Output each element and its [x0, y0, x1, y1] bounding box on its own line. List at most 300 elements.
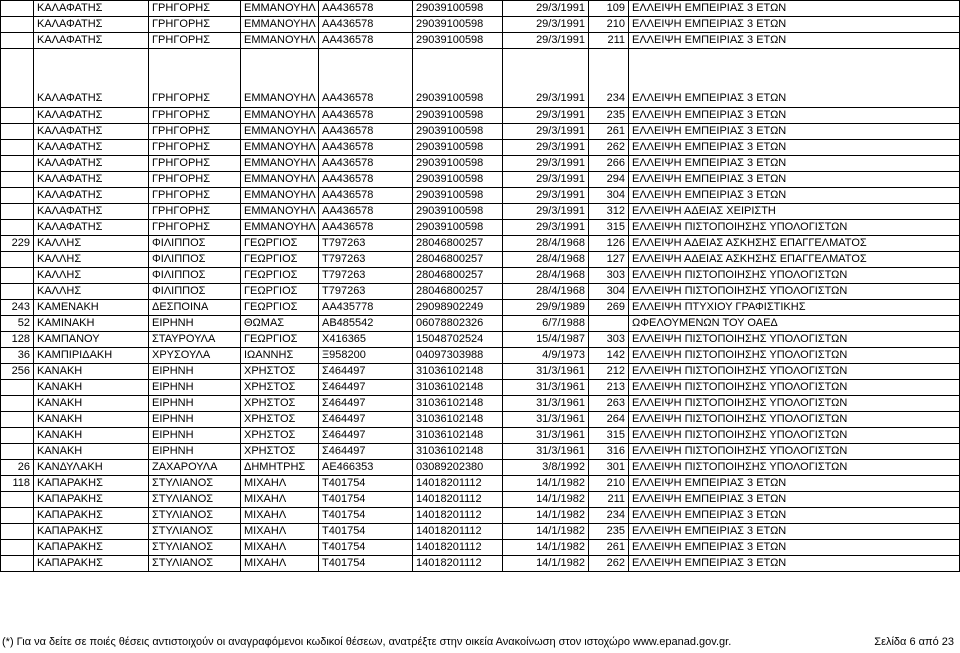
father-name-cell: ΔΗΜΗΤΡΗΣ [241, 460, 319, 476]
position-code-cell: 211 [589, 492, 629, 508]
birth-date-cell: 31/3/1961 [503, 428, 589, 444]
surname-cell: ΚΑΛΑΦΑΤΗΣ [34, 49, 149, 108]
first-name-cell: ΣΤΑΥΡΟΥΛΑ [149, 332, 241, 348]
birth-date-cell: 28/4/1968 [503, 252, 589, 268]
rejection-reason-cell: ΕΛΛΕΙΨΗ ΠΙΣΤΟΠΟΙΗΣΗΣ ΥΠΟΛΟΓΙΣΤΩΝ [629, 332, 960, 348]
first-name-cell: ΕΙΡΗΝΗ [149, 316, 241, 332]
rejection-reason-cell: ΕΛΛΕΙΨΗ ΕΜΠΕΙΡΙΑΣ 3 ΕΤΩΝ [629, 540, 960, 556]
amka-cell: 14018201112 [413, 524, 503, 540]
father-name-cell: ΜΙΧΑΗΛ [241, 492, 319, 508]
birth-date-cell: 14/1/1982 [503, 476, 589, 492]
father-name-cell: ΕΜΜΑΝΟΥΗΛ [241, 204, 319, 220]
id-number-cell: Σ464497 [319, 428, 413, 444]
table-row [1, 508, 960, 524]
row-number [1, 428, 34, 444]
father-name-cell: ΕΜΜΑΝΟΥΗΛ [241, 140, 319, 156]
birth-date-cell: 28/4/1968 [503, 268, 589, 284]
amka-cell: 28046800257 [413, 236, 503, 252]
amka-cell: 04097303988 [413, 348, 503, 364]
table-row [1, 540, 960, 556]
id-number-cell: ΑΑ436578 [319, 49, 413, 108]
amka-cell: 29039100598 [413, 220, 503, 236]
table-row [1, 220, 960, 236]
position-code-cell: 316 [589, 444, 629, 460]
row-number [1, 188, 34, 204]
birth-date-cell: 29/3/1991 [503, 220, 589, 236]
row-number: 26 [1, 460, 34, 476]
id-number-cell: Τ797263 [319, 236, 413, 252]
id-number-cell: ΑΑ436578 [319, 204, 413, 220]
father-name-cell: ΕΜΜΑΝΟΥΗΛ [241, 156, 319, 172]
first-name-cell: ΔΕΣΠΟΙΝΑ [149, 300, 241, 316]
surname-cell: ΚΑΛΛΗΣ [34, 268, 149, 284]
first-name-cell: ΦΙΛΙΠΠΟΣ [149, 284, 241, 300]
row-number [1, 140, 34, 156]
position-code-cell: 301 [589, 460, 629, 476]
father-name-cell: ΧΡΗΣΤΟΣ [241, 444, 319, 460]
father-name-cell: ΕΜΜΑΝΟΥΗΛ [241, 172, 319, 188]
first-name-cell: ΓΡΗΓΟΡΗΣ [149, 172, 241, 188]
table-row [1, 284, 960, 300]
surname-cell: ΚΑΛΑΦΑΤΗΣ [34, 17, 149, 33]
page-footer [0, 634, 960, 650]
table-row [1, 17, 960, 33]
surname-cell: ΚΑΠΑΡΑΚΗΣ [34, 476, 149, 492]
row-number [1, 156, 34, 172]
first-name-cell: ΕΙΡΗΝΗ [149, 428, 241, 444]
position-code-cell: 127 [589, 252, 629, 268]
father-name-cell: ΓΕΩΡΓΙΟΣ [241, 236, 319, 252]
father-name-cell: ΓΕΩΡΓΙΟΣ [241, 252, 319, 268]
row-number [1, 172, 34, 188]
first-name-cell: ΓΡΗΓΟΡΗΣ [149, 33, 241, 49]
position-code-cell: 315 [589, 220, 629, 236]
table-row [1, 252, 960, 268]
rejection-reason-cell: ΕΛΛΕΙΨΗ ΕΜΠΕΙΡΙΑΣ 3 ΕΤΩΝ [629, 524, 960, 540]
id-number-cell: Τ401754 [319, 556, 413, 572]
row-number [1, 524, 34, 540]
id-number-cell: Σ464497 [319, 364, 413, 380]
father-name-cell: ΓΕΩΡΓΙΟΣ [241, 300, 319, 316]
row-number: 128 [1, 332, 34, 348]
id-number-cell: Σ464497 [319, 380, 413, 396]
birth-date-cell: 14/1/1982 [503, 540, 589, 556]
father-name-cell: ΕΜΜΑΝΟΥΗΛ [241, 124, 319, 140]
birth-date-cell: 29/3/1991 [503, 17, 589, 33]
results-table-body [1, 1, 960, 572]
father-name-cell: ΜΙΧΑΗΛ [241, 524, 319, 540]
rejection-reason-cell: ΕΛΛΕΙΨΗ ΕΜΠΕΙΡΙΑΣ 3 ΕΤΩΝ [629, 17, 960, 33]
table-row [1, 380, 960, 396]
table-row [1, 460, 960, 476]
birth-date-cell: 31/3/1961 [503, 444, 589, 460]
first-name-cell: ΣΤΥΛΙΑΝΟΣ [149, 524, 241, 540]
table-row [1, 444, 960, 460]
rejection-reason-cell: ΩΦΕΛΟΥΜΕΝΩΝ ΤΟΥ ΟΑΕΔ [629, 316, 960, 332]
amka-cell: 14018201112 [413, 476, 503, 492]
surname-cell: ΚΑΜΠΙΡΙΔΑΚΗ [34, 348, 149, 364]
rejection-reason-cell: ΕΛΛΕΙΨΗ ΕΜΠΕΙΡΙΑΣ 3 ΕΤΩΝ [629, 108, 960, 124]
table-row [1, 172, 960, 188]
birth-date-cell: 29/3/1991 [503, 188, 589, 204]
first-name-cell: ΕΙΡΗΝΗ [149, 444, 241, 460]
position-code-cell: 304 [589, 188, 629, 204]
position-code-cell: 109 [589, 1, 629, 17]
id-number-cell: ΑΑ436578 [319, 140, 413, 156]
surname-cell: ΚΑΛΛΗΣ [34, 284, 149, 300]
id-number-cell: Τ797263 [319, 284, 413, 300]
birth-date-cell: 31/3/1961 [503, 412, 589, 428]
surname-cell: ΚΑΜΠΑΝΟΥ [34, 332, 149, 348]
surname-cell: ΚΑΝΑΚΗ [34, 380, 149, 396]
amka-cell: 29039100598 [413, 33, 503, 49]
row-number [1, 492, 34, 508]
surname-cell: ΚΑΝΑΚΗ [34, 428, 149, 444]
rejection-reason-cell: ΕΛΛΕΙΨΗ ΑΔΕΙΑΣ ΑΣΚΗΣΗΣ ΕΠΑΓΓΕΛΜΑΤΟΣ [629, 252, 960, 268]
amka-cell: 31036102148 [413, 444, 503, 460]
rejection-reason-cell: ΕΛΛΕΙΨΗ ΕΜΠΕΙΡΙΑΣ 3 ΕΤΩΝ [629, 156, 960, 172]
row-number [1, 204, 34, 220]
table-row [1, 140, 960, 156]
rejection-reason-cell: ΕΛΛΕΙΨΗ ΑΔΕΙΑΣ ΧΕΙΡΙΣΤΗ [629, 204, 960, 220]
surname-cell: ΚΑΛΑΦΑΤΗΣ [34, 204, 149, 220]
father-name-cell: ΜΙΧΑΗΛ [241, 556, 319, 572]
first-name-cell: ΦΙΛΙΠΠΟΣ [149, 268, 241, 284]
amka-cell: 14018201112 [413, 540, 503, 556]
row-number [1, 444, 34, 460]
first-name-cell: ΣΤΥΛΙΑΝΟΣ [149, 540, 241, 556]
position-code-cell: 234 [589, 508, 629, 524]
row-number [1, 396, 34, 412]
amka-cell: 31036102148 [413, 412, 503, 428]
birth-date-cell: 14/1/1982 [503, 508, 589, 524]
row-number [1, 33, 34, 49]
rejection-reason-cell: ΕΛΛΕΙΨΗ ΠΙΣΤΟΠΟΙΗΣΗΣ ΥΠΟΛΟΓΙΣΤΩΝ [629, 268, 960, 284]
amka-cell: 14018201112 [413, 556, 503, 572]
position-code-cell: 262 [589, 140, 629, 156]
amka-cell: 28046800257 [413, 284, 503, 300]
rejection-reason-cell: ΕΛΛΕΙΨΗ ΠΤΥΧΙΟΥ ΓΡΑΦΙΣΤΙΚΗΣ [629, 300, 960, 316]
amka-cell: 29039100598 [413, 140, 503, 156]
father-name-cell: ΓΕΩΡΓΙΟΣ [241, 268, 319, 284]
row-number: 118 [1, 476, 34, 492]
table-row [1, 300, 960, 316]
rejection-reason-cell: ΕΛΛΕΙΨΗ ΠΙΣΤΟΠΟΙΗΣΗΣ ΥΠΟΛΟΓΙΣΤΩΝ [629, 444, 960, 460]
birth-date-cell: 29/3/1991 [503, 204, 589, 220]
row-number [1, 540, 34, 556]
rejection-reason-cell: ΕΛΛΕΙΨΗ ΠΙΣΤΟΠΟΙΗΣΗΣ ΥΠΟΛΟΓΙΣΤΩΝ [629, 380, 960, 396]
first-name-cell: ΓΡΗΓΟΡΗΣ [149, 17, 241, 33]
id-number-cell: Τ401754 [319, 476, 413, 492]
first-name-cell: ΖΑΧΑΡΟΥΛΑ [149, 460, 241, 476]
surname-cell: ΚΑΜΙΝΑΚΗ [34, 316, 149, 332]
father-name-cell: ΘΩΜΑΣ [241, 316, 319, 332]
position-code-cell: 235 [589, 524, 629, 540]
surname-cell: ΚΑΠΑΡΑΚΗΣ [34, 508, 149, 524]
amka-cell: 29039100598 [413, 156, 503, 172]
first-name-cell: ΣΤΥΛΙΑΝΟΣ [149, 492, 241, 508]
birth-date-cell: 4/9/1973 [503, 348, 589, 364]
row-number [1, 220, 34, 236]
position-code-cell: 263 [589, 396, 629, 412]
amka-cell: 29039100598 [413, 204, 503, 220]
row-number [1, 108, 34, 124]
first-name-cell: ΣΤΥΛΙΑΝΟΣ [149, 476, 241, 492]
first-name-cell: ΓΡΗΓΟΡΗΣ [149, 49, 241, 108]
amka-cell: 31036102148 [413, 428, 503, 444]
surname-cell: ΚΑΝΑΚΗ [34, 396, 149, 412]
id-number-cell: ΑΑ436578 [319, 108, 413, 124]
id-number-cell: Τ401754 [319, 492, 413, 508]
surname-cell: ΚΑΝΑΚΗ [34, 444, 149, 460]
position-code-cell: 303 [589, 332, 629, 348]
row-number: 52 [1, 316, 34, 332]
surname-cell: ΚΑΠΑΡΑΚΗΣ [34, 556, 149, 572]
row-number [1, 556, 34, 572]
table-row [1, 124, 960, 140]
id-number-cell: Ξ958200 [319, 348, 413, 364]
first-name-cell: ΓΡΗΓΟΡΗΣ [149, 108, 241, 124]
id-number-cell: ΑΑ435778 [319, 300, 413, 316]
rejection-reason-cell: ΕΛΛΕΙΨΗ ΕΜΠΕΙΡΙΑΣ 3 ΕΤΩΝ [629, 492, 960, 508]
first-name-cell: ΕΙΡΗΝΗ [149, 364, 241, 380]
amka-cell: 29039100598 [413, 124, 503, 140]
id-number-cell: ΑΒ485542 [319, 316, 413, 332]
surname-cell: ΚΑΛΑΦΑΤΗΣ [34, 172, 149, 188]
id-number-cell: Τ797263 [319, 252, 413, 268]
first-name-cell: ΓΡΗΓΟΡΗΣ [149, 140, 241, 156]
row-number [1, 508, 34, 524]
id-number-cell: ΑΑ436578 [319, 124, 413, 140]
first-name-cell: ΓΡΗΓΟΡΗΣ [149, 204, 241, 220]
surname-cell: ΚΑΛΛΗΣ [34, 236, 149, 252]
surname-cell: ΚΑΛΑΦΑΤΗΣ [34, 33, 149, 49]
rejection-reason-cell: ΕΛΛΕΙΨΗ ΕΜΠΕΙΡΙΑΣ 3 ΕΤΩΝ [629, 124, 960, 140]
rejection-reason-cell: ΕΛΛΕΙΨΗ ΠΙΣΤΟΠΟΙΗΣΗΣ ΥΠΟΛΟΓΙΣΤΩΝ [629, 396, 960, 412]
row-number [1, 380, 34, 396]
table-row [1, 412, 960, 428]
father-name-cell: ΙΩΑΝΝΗΣ [241, 348, 319, 364]
table-row [1, 268, 960, 284]
table-row [1, 236, 960, 252]
row-number: 229 [1, 236, 34, 252]
position-code-cell: 213 [589, 380, 629, 396]
birth-date-cell: 31/3/1961 [503, 380, 589, 396]
row-number [1, 17, 34, 33]
father-name-cell: ΧΡΗΣΤΟΣ [241, 364, 319, 380]
surname-cell: ΚΑΛΑΦΑΤΗΣ [34, 108, 149, 124]
amka-cell: 31036102148 [413, 396, 503, 412]
birth-date-cell: 29/9/1989 [503, 300, 589, 316]
birth-date-cell: 29/3/1991 [503, 156, 589, 172]
position-code-cell: 142 [589, 348, 629, 364]
surname-cell: ΚΑΠΑΡΑΚΗΣ [34, 524, 149, 540]
father-name-cell: ΓΕΩΡΓΙΟΣ [241, 284, 319, 300]
birth-date-cell: 29/3/1991 [503, 124, 589, 140]
father-name-cell: ΜΙΧΑΗΛ [241, 476, 319, 492]
amka-cell: 29039100598 [413, 188, 503, 204]
position-code-cell: 210 [589, 17, 629, 33]
amka-cell: 29039100598 [413, 49, 503, 108]
father-name-cell: ΕΜΜΑΝΟΥΗΛ [241, 49, 319, 108]
id-number-cell: ΑΑ436578 [319, 188, 413, 204]
position-code-cell: 261 [589, 124, 629, 140]
rejection-reason-cell: ΕΛΛΕΙΨΗ ΠΙΣΤΟΠΟΙΗΣΗΣ ΥΠΟΛΟΓΙΣΤΩΝ [629, 460, 960, 476]
page-number: Σελίδα 6 από 23 [874, 636, 954, 648]
first-name-cell: ΣΤΥΛΙΑΝΟΣ [149, 556, 241, 572]
birth-date-cell: 29/3/1991 [503, 33, 589, 49]
rejection-reason-cell: ΕΛΛΕΙΨΗ ΕΜΠΕΙΡΙΑΣ 3 ΕΤΩΝ [629, 188, 960, 204]
id-number-cell: ΑΑ436578 [319, 17, 413, 33]
father-name-cell: ΜΙΧΑΗΛ [241, 540, 319, 556]
father-name-cell: ΓΕΩΡΓΙΟΣ [241, 332, 319, 348]
row-number [1, 252, 34, 268]
position-code-cell: 235 [589, 108, 629, 124]
rejection-reason-cell: ΕΛΛΕΙΨΗ ΕΜΠΕΙΡΙΑΣ 3 ΕΤΩΝ [629, 476, 960, 492]
amka-cell: 14018201112 [413, 508, 503, 524]
id-number-cell: Σ464497 [319, 396, 413, 412]
amka-cell: 06078802326 [413, 316, 503, 332]
position-code-cell: 315 [589, 428, 629, 444]
row-number [1, 1, 34, 17]
birth-date-cell: 3/8/1992 [503, 460, 589, 476]
father-name-cell: ΜΙΧΑΗΛ [241, 508, 319, 524]
table-row [1, 428, 960, 444]
position-code-cell: 269 [589, 300, 629, 316]
position-code-cell: 261 [589, 540, 629, 556]
id-number-cell: Τ401754 [319, 524, 413, 540]
table-row [1, 492, 960, 508]
row-number: 256 [1, 364, 34, 380]
table-row [1, 556, 960, 572]
surname-cell: ΚΑΜΕΝΑΚΗ [34, 300, 149, 316]
first-name-cell: ΓΡΗΓΟΡΗΣ [149, 124, 241, 140]
row-number [1, 49, 34, 108]
id-number-cell: ΑΑ436578 [319, 172, 413, 188]
birth-date-cell: 15/4/1987 [503, 332, 589, 348]
father-name-cell: ΧΡΗΣΤΟΣ [241, 428, 319, 444]
surname-cell: ΚΑΝΔΥΛΑΚΗ [34, 460, 149, 476]
table-row [1, 332, 960, 348]
table-row [1, 188, 960, 204]
birth-date-cell: 28/4/1968 [503, 284, 589, 300]
table-row [1, 49, 960, 108]
id-number-cell: Τ797263 [319, 268, 413, 284]
birth-date-cell: 31/3/1961 [503, 396, 589, 412]
rejection-reason-cell: ΕΛΛΕΙΨΗ ΕΜΠΕΙΡΙΑΣ 3 ΕΤΩΝ [629, 172, 960, 188]
rejection-reason-cell: ΕΛΛΕΙΨΗ ΕΜΠΕΙΡΙΑΣ 3 ΕΤΩΝ [629, 140, 960, 156]
table-row [1, 524, 960, 540]
surname-cell: ΚΑΛΑΦΑΤΗΣ [34, 220, 149, 236]
row-number: 243 [1, 300, 34, 316]
first-name-cell: ΕΙΡΗΝΗ [149, 380, 241, 396]
table-row [1, 1, 960, 17]
rejection-reason-cell: ΕΛΛΕΙΨΗ ΠΙΣΤΟΠΟΙΗΣΗΣ ΥΠΟΛΟΓΙΣΤΩΝ [629, 220, 960, 236]
rejection-reason-cell: ΕΛΛΕΙΨΗ ΕΜΠΕΙΡΙΑΣ 3 ΕΤΩΝ [629, 49, 960, 108]
position-code-cell: 211 [589, 33, 629, 49]
amka-cell: 29039100598 [413, 108, 503, 124]
birth-date-cell: 14/1/1982 [503, 524, 589, 540]
father-name-cell: ΧΡΗΣΤΟΣ [241, 380, 319, 396]
first-name-cell: ΓΡΗΓΟΡΗΣ [149, 1, 241, 17]
id-number-cell: ΑΑ436578 [319, 220, 413, 236]
position-code-cell: 312 [589, 204, 629, 220]
surname-cell: ΚΑΛΑΦΑΤΗΣ [34, 1, 149, 17]
birth-date-cell: 14/1/1982 [503, 492, 589, 508]
amka-cell: 14018201112 [413, 492, 503, 508]
row-number [1, 268, 34, 284]
surname-cell: ΚΑΛΑΦΑΤΗΣ [34, 140, 149, 156]
id-number-cell: Τ401754 [319, 540, 413, 556]
position-code-cell: 266 [589, 156, 629, 172]
birth-date-cell: 29/3/1991 [503, 108, 589, 124]
amka-cell: 03089202380 [413, 460, 503, 476]
table-row [1, 364, 960, 380]
father-name-cell: ΕΜΜΑΝΟΥΗΛ [241, 220, 319, 236]
amka-cell: 29039100598 [413, 17, 503, 33]
position-code-cell: 303 [589, 268, 629, 284]
id-number-cell: ΑΑ436578 [319, 1, 413, 17]
position-code-cell: 264 [589, 412, 629, 428]
table-row [1, 348, 960, 364]
birth-date-cell: 14/1/1982 [503, 556, 589, 572]
table-row [1, 156, 960, 172]
amka-cell: 15048702524 [413, 332, 503, 348]
position-code-cell: 262 [589, 556, 629, 572]
father-name-cell: ΕΜΜΑΝΟΥΗΛ [241, 108, 319, 124]
father-name-cell: ΧΡΗΣΤΟΣ [241, 396, 319, 412]
surname-cell: ΚΑΛΑΦΑΤΗΣ [34, 188, 149, 204]
birth-date-cell: 6/7/1988 [503, 316, 589, 332]
birth-date-cell: 28/4/1968 [503, 236, 589, 252]
amka-cell: 29039100598 [413, 172, 503, 188]
first-name-cell: ΕΙΡΗΝΗ [149, 412, 241, 428]
id-number-cell: Τ401754 [319, 508, 413, 524]
table-row [1, 108, 960, 124]
rejection-reason-cell: ΕΛΛΕΙΨΗ ΕΜΠΕΙΡΙΑΣ 3 ΕΤΩΝ [629, 33, 960, 49]
surname-cell: ΚΑΛΛΗΣ [34, 252, 149, 268]
id-number-cell: ΑΑ436578 [319, 33, 413, 49]
row-number [1, 124, 34, 140]
birth-date-cell: 29/3/1991 [503, 172, 589, 188]
amka-cell: 31036102148 [413, 380, 503, 396]
birth-date-cell: 29/3/1991 [503, 49, 589, 108]
amka-cell: 28046800257 [413, 268, 503, 284]
table-row [1, 316, 960, 332]
father-name-cell: ΕΜΜΑΝΟΥΗΛ [241, 1, 319, 17]
row-number: 36 [1, 348, 34, 364]
first-name-cell: ΣΤΥΛΙΑΝΟΣ [149, 508, 241, 524]
amka-cell: 29098902249 [413, 300, 503, 316]
first-name-cell: ΓΡΗΓΟΡΗΣ [149, 188, 241, 204]
birth-date-cell: 29/3/1991 [503, 1, 589, 17]
rejection-reason-cell: ΕΛΛΕΙΨΗ ΕΜΠΕΙΡΙΑΣ 3 ΕΤΩΝ [629, 1, 960, 17]
position-code-cell [589, 316, 629, 332]
father-name-cell: ΕΜΜΑΝΟΥΗΛ [241, 188, 319, 204]
position-code-cell: 210 [589, 476, 629, 492]
amka-cell: 29039100598 [413, 1, 503, 17]
position-code-cell: 126 [589, 236, 629, 252]
father-name-cell: ΕΜΜΑΝΟΥΗΛ [241, 33, 319, 49]
surname-cell: ΚΑΠΑΡΑΚΗΣ [34, 492, 149, 508]
rejection-reason-cell: ΕΛΛΕΙΨΗ ΠΙΣΤΟΠΟΙΗΣΗΣ ΥΠΟΛΟΓΙΣΤΩΝ [629, 428, 960, 444]
first-name-cell: ΓΡΗΓΟΡΗΣ [149, 220, 241, 236]
rejection-reason-cell: ΕΛΛΕΙΨΗ ΕΜΠΕΙΡΙΑΣ 3 ΕΤΩΝ [629, 556, 960, 572]
table-row [1, 396, 960, 412]
position-code-cell: 234 [589, 49, 629, 108]
id-number-cell: ΑΕ466353 [319, 460, 413, 476]
rejection-reason-cell: ΕΛΛΕΙΨΗ ΠΙΣΤΟΠΟΙΗΣΗΣ ΥΠΟΛΟΓΙΣΤΩΝ [629, 348, 960, 364]
